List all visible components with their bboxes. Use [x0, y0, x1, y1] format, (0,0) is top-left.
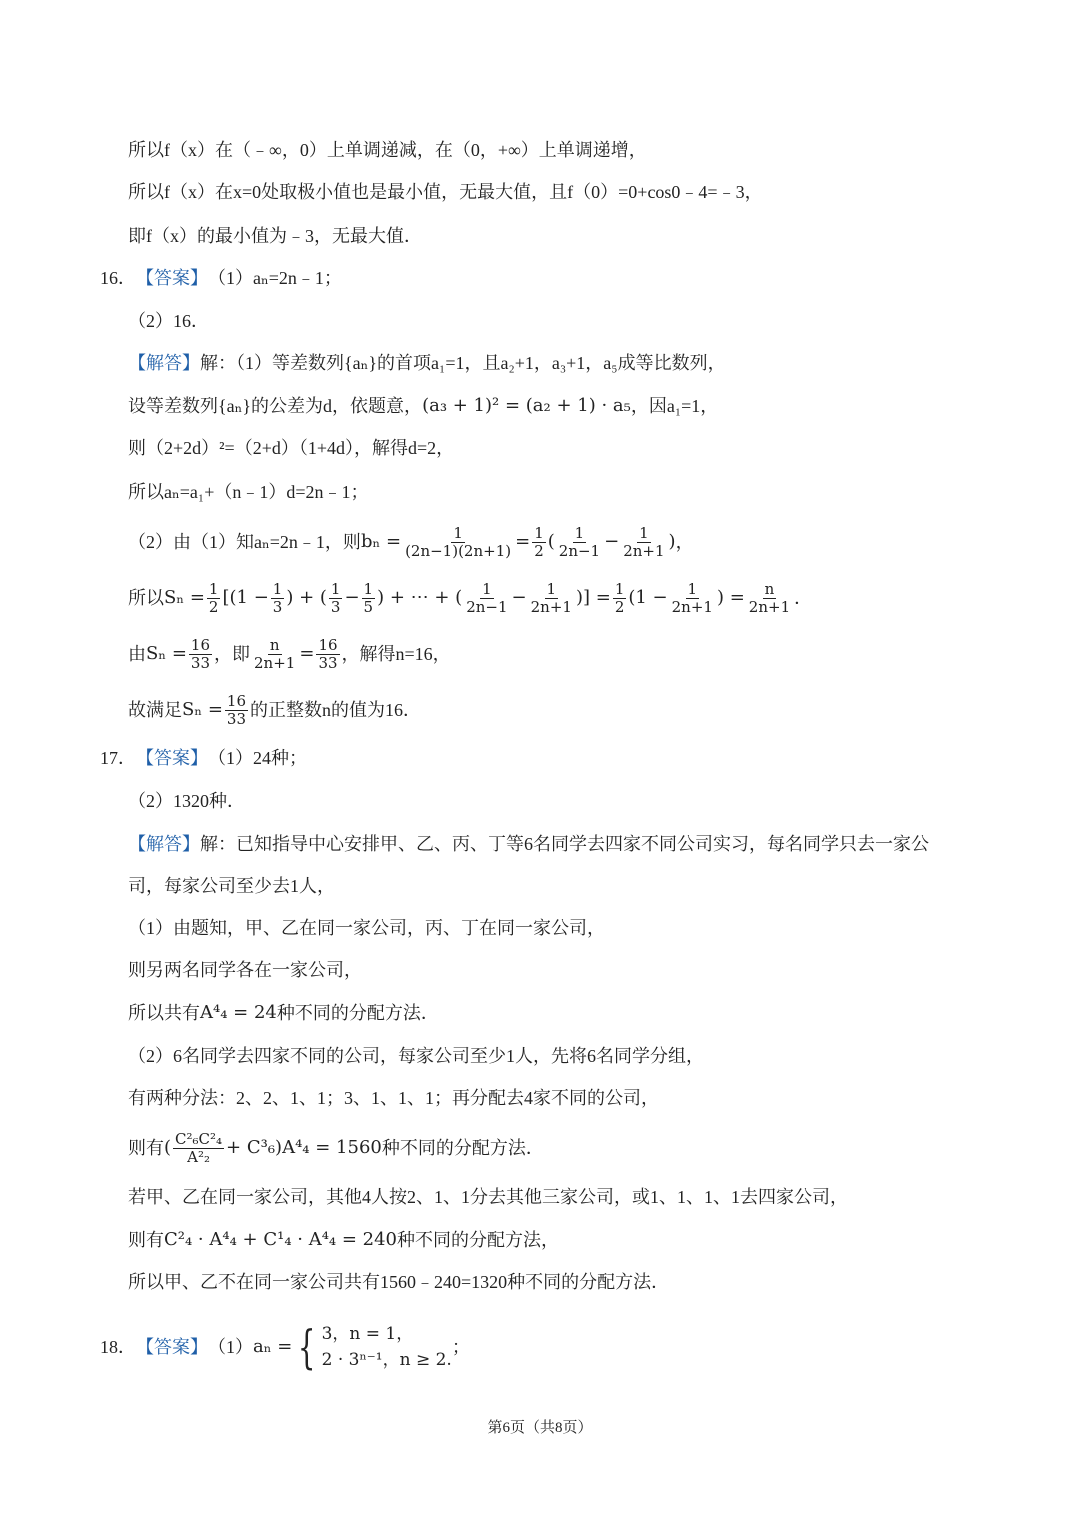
solution-tag: 【解答】	[128, 834, 200, 854]
fraction: $\frac{16}{33}$	[190, 635, 211, 672]
q16-s7: 由 Sₙ = $\frac{16}{33}$ ，即 $\frac{n}{2n+1}$ = $\frac{16}{33}$ ，解得n=16，	[128, 635, 451, 672]
fraction: $\frac{1}{3}$	[330, 579, 341, 616]
page-footer: 第6页（共8页）	[487, 1420, 593, 1436]
q17-s4: 则另两名同学各在一家公司，	[128, 960, 362, 980]
q16-s2-math: (a₃ + 1)² = (a₂ + 1) · a₅	[422, 395, 631, 416]
q16-s2-b: ，因a₁=1，	[630, 396, 719, 416]
q16-solution-line	[128, 351, 726, 375]
answer-tag: 【答案】	[136, 1337, 208, 1357]
fraction: $\frac{1}{3}$	[272, 579, 283, 616]
q16-answer-2: （2）16．	[128, 311, 209, 331]
fraction: $\frac{1}{2n+1}$	[671, 579, 713, 616]
fraction: $\frac{16}{33}$	[318, 635, 338, 672]
q16-s2	[128, 394, 718, 418]
text-line: 所以f（x）在x=0处取极小值也是最小值，无最大值，且f（0）=0+cos0﹣4=﹣3，	[128, 182, 763, 202]
q16-s2-a: 设等差数列{aₙ}的公差为d，依题意，	[128, 396, 423, 416]
q17-s8: 则有 ( $\frac{\text{C²₆C²₄}}{\text{A²₂}}$ + C³₆)A⁴₄ = 1560 种不同的分配方法．	[128, 1129, 544, 1166]
q17-s7: 有两种分法：2、2、1、1；3、1、1、1；再分配去4家不同的公司，	[128, 1088, 659, 1108]
q16-answer-line	[100, 266, 342, 290]
q16-s5-b: ，	[675, 532, 694, 552]
q16-s1: 解：（1）等差数列{aₙ}的首项a₁=1，且a₂+1，a₃+1，a₅成等比数列，	[200, 353, 726, 373]
fraction: $\frac{\text{C²₆C²₄}}{\text{A²₂}}$	[175, 1129, 223, 1166]
q17-s9: 若甲、乙在同一家公司，其他4人按2、1、1分去其他三家公司，或1、1、1、1去四家公司，	[128, 1187, 848, 1207]
fraction: $\frac{16}{33}$	[226, 691, 247, 728]
fraction: $\frac{1}{2n-1}$	[558, 523, 601, 560]
answer-tag: 【答案】	[136, 748, 208, 768]
fraction: $\frac{1}{5}$	[363, 579, 374, 616]
text-line: 所以f（x）在（﹣∞，0）上单调递减，在（0，+∞）上单调递增，	[128, 140, 647, 160]
q17-s2: 司，每家公司至少去1人，	[128, 876, 335, 896]
q16-s6: 所以 Sₙ = $\frac{1}{2}$ [(1 − $\frac{1}{3}$ ) + ( $\frac{1}{3}$ − $\frac{1}{5}$ ) + ⋯ + ( $\frac{1}{2n-1}$ − $\frac{1}{2n+1}$ )] = $\frac{1}{2}$ (1 − $\frac{1}{2n+1}$ ) = $\frac{n}{2n+1}$ ．	[128, 579, 813, 616]
q17-s10: 则有 C²₄ · A⁴₄ + C¹₄ · A⁴₄ = 240 种不同的分配方法，	[128, 1229, 560, 1250]
fraction: $\frac{1}{2}$	[534, 523, 544, 560]
fraction: $\frac{n}{2n+1}$	[254, 635, 296, 672]
q16-number: 16．	[100, 268, 136, 288]
fraction: $\frac{1}{2n-1}$	[466, 579, 508, 616]
q16-s5-a: （2）由（1）知aₙ=2n﹣1，则	[128, 532, 361, 552]
bn-lhs: bₙ =	[360, 531, 402, 552]
q17-s6: （2）6名同学去四家不同的公司，每家公司至少1人，先将6名同学分组，	[128, 1046, 704, 1066]
q16-s3: 则（2+2d）²=（2+d）（1+4d），解得d=2，	[128, 438, 455, 458]
q17-s5: 所以共有 A⁴₄ = 24 种不同的分配方法．	[128, 1002, 439, 1023]
piecewise: { 3，n = 1， 2 · 3ⁿ⁻¹，n ≥ 2.	[298, 1320, 452, 1374]
q16-answer-1: （1）aₙ=2n﹣1；	[208, 268, 342, 288]
q16-s5: （2）由（1）知aₙ=2n﹣1，则 bₙ = $\frac{1}{(2n-1)(2n+1)}$ = $\frac{1}{2}$ ( $\frac{1}{2n-1}$ − $\frac{1}{2n+1}$ ) ，	[128, 523, 694, 560]
q17-answer-2: （2）1320种．	[128, 791, 245, 811]
fraction: $\frac{1}{2n+1}$	[530, 579, 572, 616]
q17-solution-line: 【解答】 解：已知指导中心安排甲、乙、丙、丁等6名同学去四家不同公司实习，每名同学只去一家公	[128, 834, 929, 854]
q17-s11: 所以甲、乙不在同一家公司共有1560﹣240=1320种不同的分配方法．	[128, 1272, 670, 1292]
solution-tag: 【解答】	[128, 353, 200, 373]
q17-s3: （1）由题知，甲、乙在同一家公司，丙、丁在同一家公司，	[128, 918, 605, 938]
text-line: 即f（x）的最小值为﹣3，无最大值．	[128, 226, 422, 246]
q16-s6-a: 所以	[128, 588, 164, 608]
fraction: $\frac{n}{2n+1}$	[748, 579, 791, 616]
q18-answer-line: 18． 【答案】 （1） aₙ = { 3，n = 1， 2 · 3ⁿ⁻¹，n ≥ 2. ；	[100, 1320, 470, 1374]
fraction: $\frac{1}{2}$	[614, 579, 625, 616]
fraction: $\frac{1}{(2n-1)(2n+1)}$	[405, 523, 512, 560]
fraction: $\frac{1}{2}$	[208, 579, 219, 616]
q17-answer-line: 17． 【答案】 （1）24种；	[100, 748, 307, 768]
fraction: $\frac{1}{2n+1}$	[623, 523, 665, 560]
answer-tag: 【答案】	[136, 268, 208, 288]
q16-s8: 故满足 Sₙ = $\frac{16}{33}$ 的正整数n的值为16．	[128, 691, 422, 728]
q16-s4: 所以aₙ=a₁+（n﹣1）d=2n﹣1；	[128, 482, 369, 502]
